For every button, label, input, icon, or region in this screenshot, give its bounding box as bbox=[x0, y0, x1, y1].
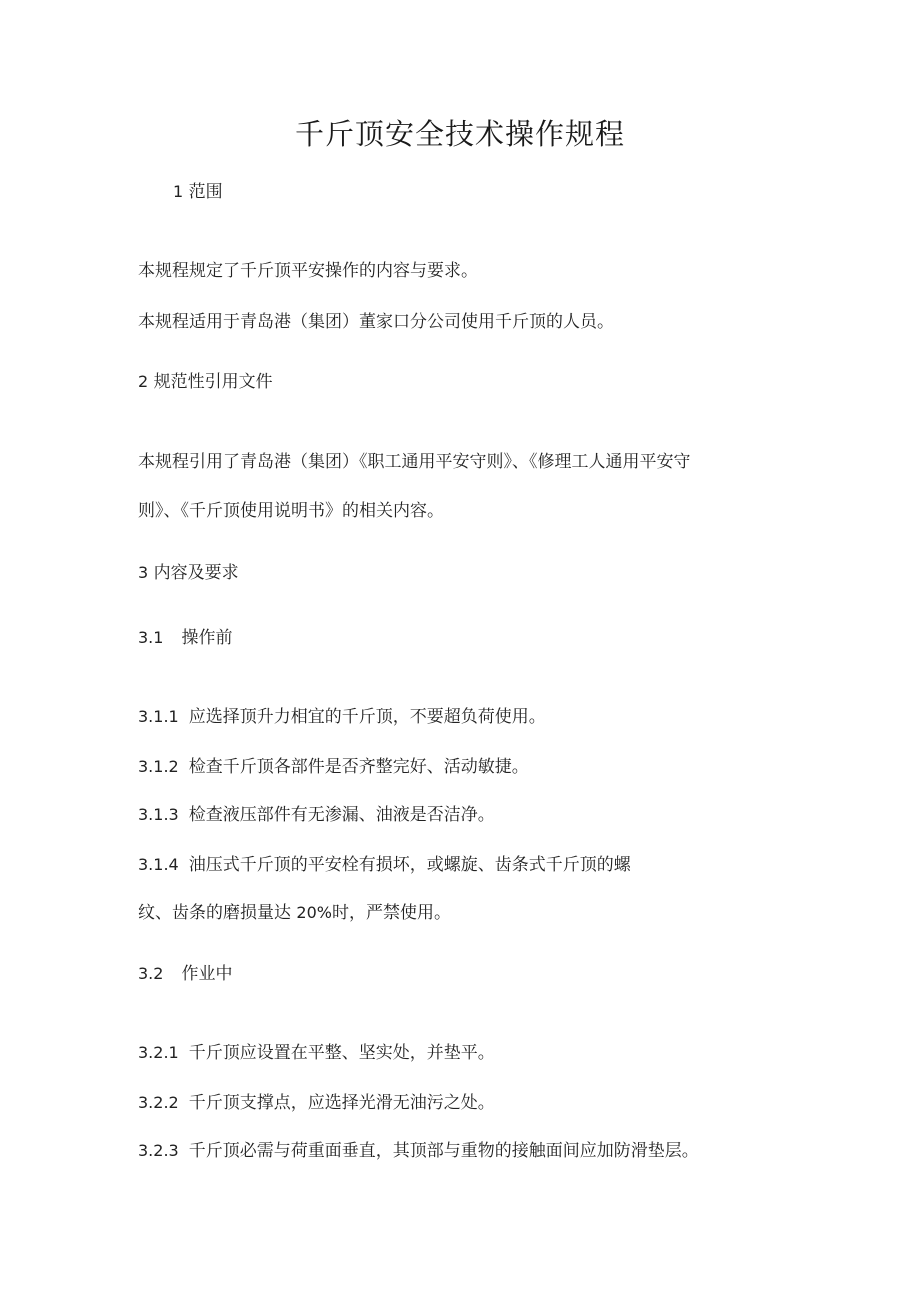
section-3-heading bbox=[138, 563, 239, 583]
subsection-3-1-heading bbox=[138, 628, 232, 648]
item-number: 3.1.3 bbox=[138, 805, 179, 824]
document-title: 千斤顶安全技术操作规程 bbox=[294, 117, 625, 151]
section-number: 2 bbox=[138, 372, 149, 391]
paragraph-references-line-1: 本规程引用了青岛港（集团）《职工通用平安守则》、《修理工人通用平安守 bbox=[138, 452, 691, 472]
section-1-heading bbox=[173, 182, 223, 202]
item-text-pre: 纹、齿条的磨损量达 bbox=[138, 903, 297, 923]
subsection-3-2-heading bbox=[138, 964, 232, 984]
subsection-title: 操作前 bbox=[181, 628, 233, 648]
section-number: 1 bbox=[173, 182, 184, 201]
item-3-1-1 bbox=[138, 707, 546, 727]
subsection-number: 3.1 bbox=[138, 628, 164, 647]
item-3-1-4 bbox=[138, 855, 631, 875]
section-number: 3 bbox=[138, 563, 149, 582]
item-number: 3.2.3 bbox=[138, 1141, 179, 1160]
item-text: 千斤顶必需与荷重面垂直，其顶部与重物的接触面间应加防滑垫层。 bbox=[188, 1141, 699, 1161]
item-3-1-4-continued bbox=[138, 903, 451, 923]
item-number: 3.2.1 bbox=[138, 1043, 179, 1062]
item-number: 3.1.2 bbox=[138, 757, 179, 776]
item-text: 千斤顶支撑点，应选择光滑无油污之处。 bbox=[188, 1093, 495, 1113]
section-title: 内容及要求 bbox=[153, 563, 239, 583]
item-number: 3.1.4 bbox=[138, 855, 179, 874]
section-2-heading bbox=[138, 372, 273, 392]
item-3-2-2 bbox=[138, 1093, 495, 1113]
item-text: 检查液压部件有无渗漏、油液是否洁净。 bbox=[188, 805, 495, 825]
item-text: 应选择顶升力相宜的千斤顶，不要超负荷使用。 bbox=[188, 707, 546, 727]
subsection-number: 3.2 bbox=[138, 964, 164, 983]
section-title: 范围 bbox=[188, 182, 223, 202]
item-number: 3.2.2 bbox=[138, 1093, 179, 1112]
item-text: 油压式千斤顶的平安栓有损坏，或螺旋、齿条式千斤顶的螺 bbox=[188, 855, 631, 875]
subsection-title: 作业中 bbox=[181, 964, 233, 984]
item-3-1-2 bbox=[138, 757, 529, 777]
paragraph-scope-1: 本规程规定了千斤顶平安操作的内容与要求。 bbox=[138, 261, 478, 281]
item-text: 千斤顶应设置在平整、坚实处，并垫平。 bbox=[188, 1043, 495, 1063]
item-3-2-3 bbox=[138, 1141, 699, 1161]
item-text: 检查千斤顶各部件是否齐整完好、活动敏捷。 bbox=[188, 757, 529, 777]
paragraph-scope-2: 本规程适用于青岛港（集团）董家口分公司使用千斤顶的人员。 bbox=[138, 312, 614, 332]
item-3-1-3 bbox=[138, 805, 495, 825]
paragraph-references-line-2: 则》、《千斤顶使用说明书》的相关内容。 bbox=[138, 501, 444, 521]
item-text-post: 时，严禁使用。 bbox=[331, 903, 451, 923]
item-3-2-1 bbox=[138, 1043, 495, 1063]
section-title: 规范性引用文件 bbox=[153, 372, 273, 392]
item-text-percentage: 20% bbox=[296, 903, 332, 922]
item-number: 3.1.1 bbox=[138, 707, 179, 726]
